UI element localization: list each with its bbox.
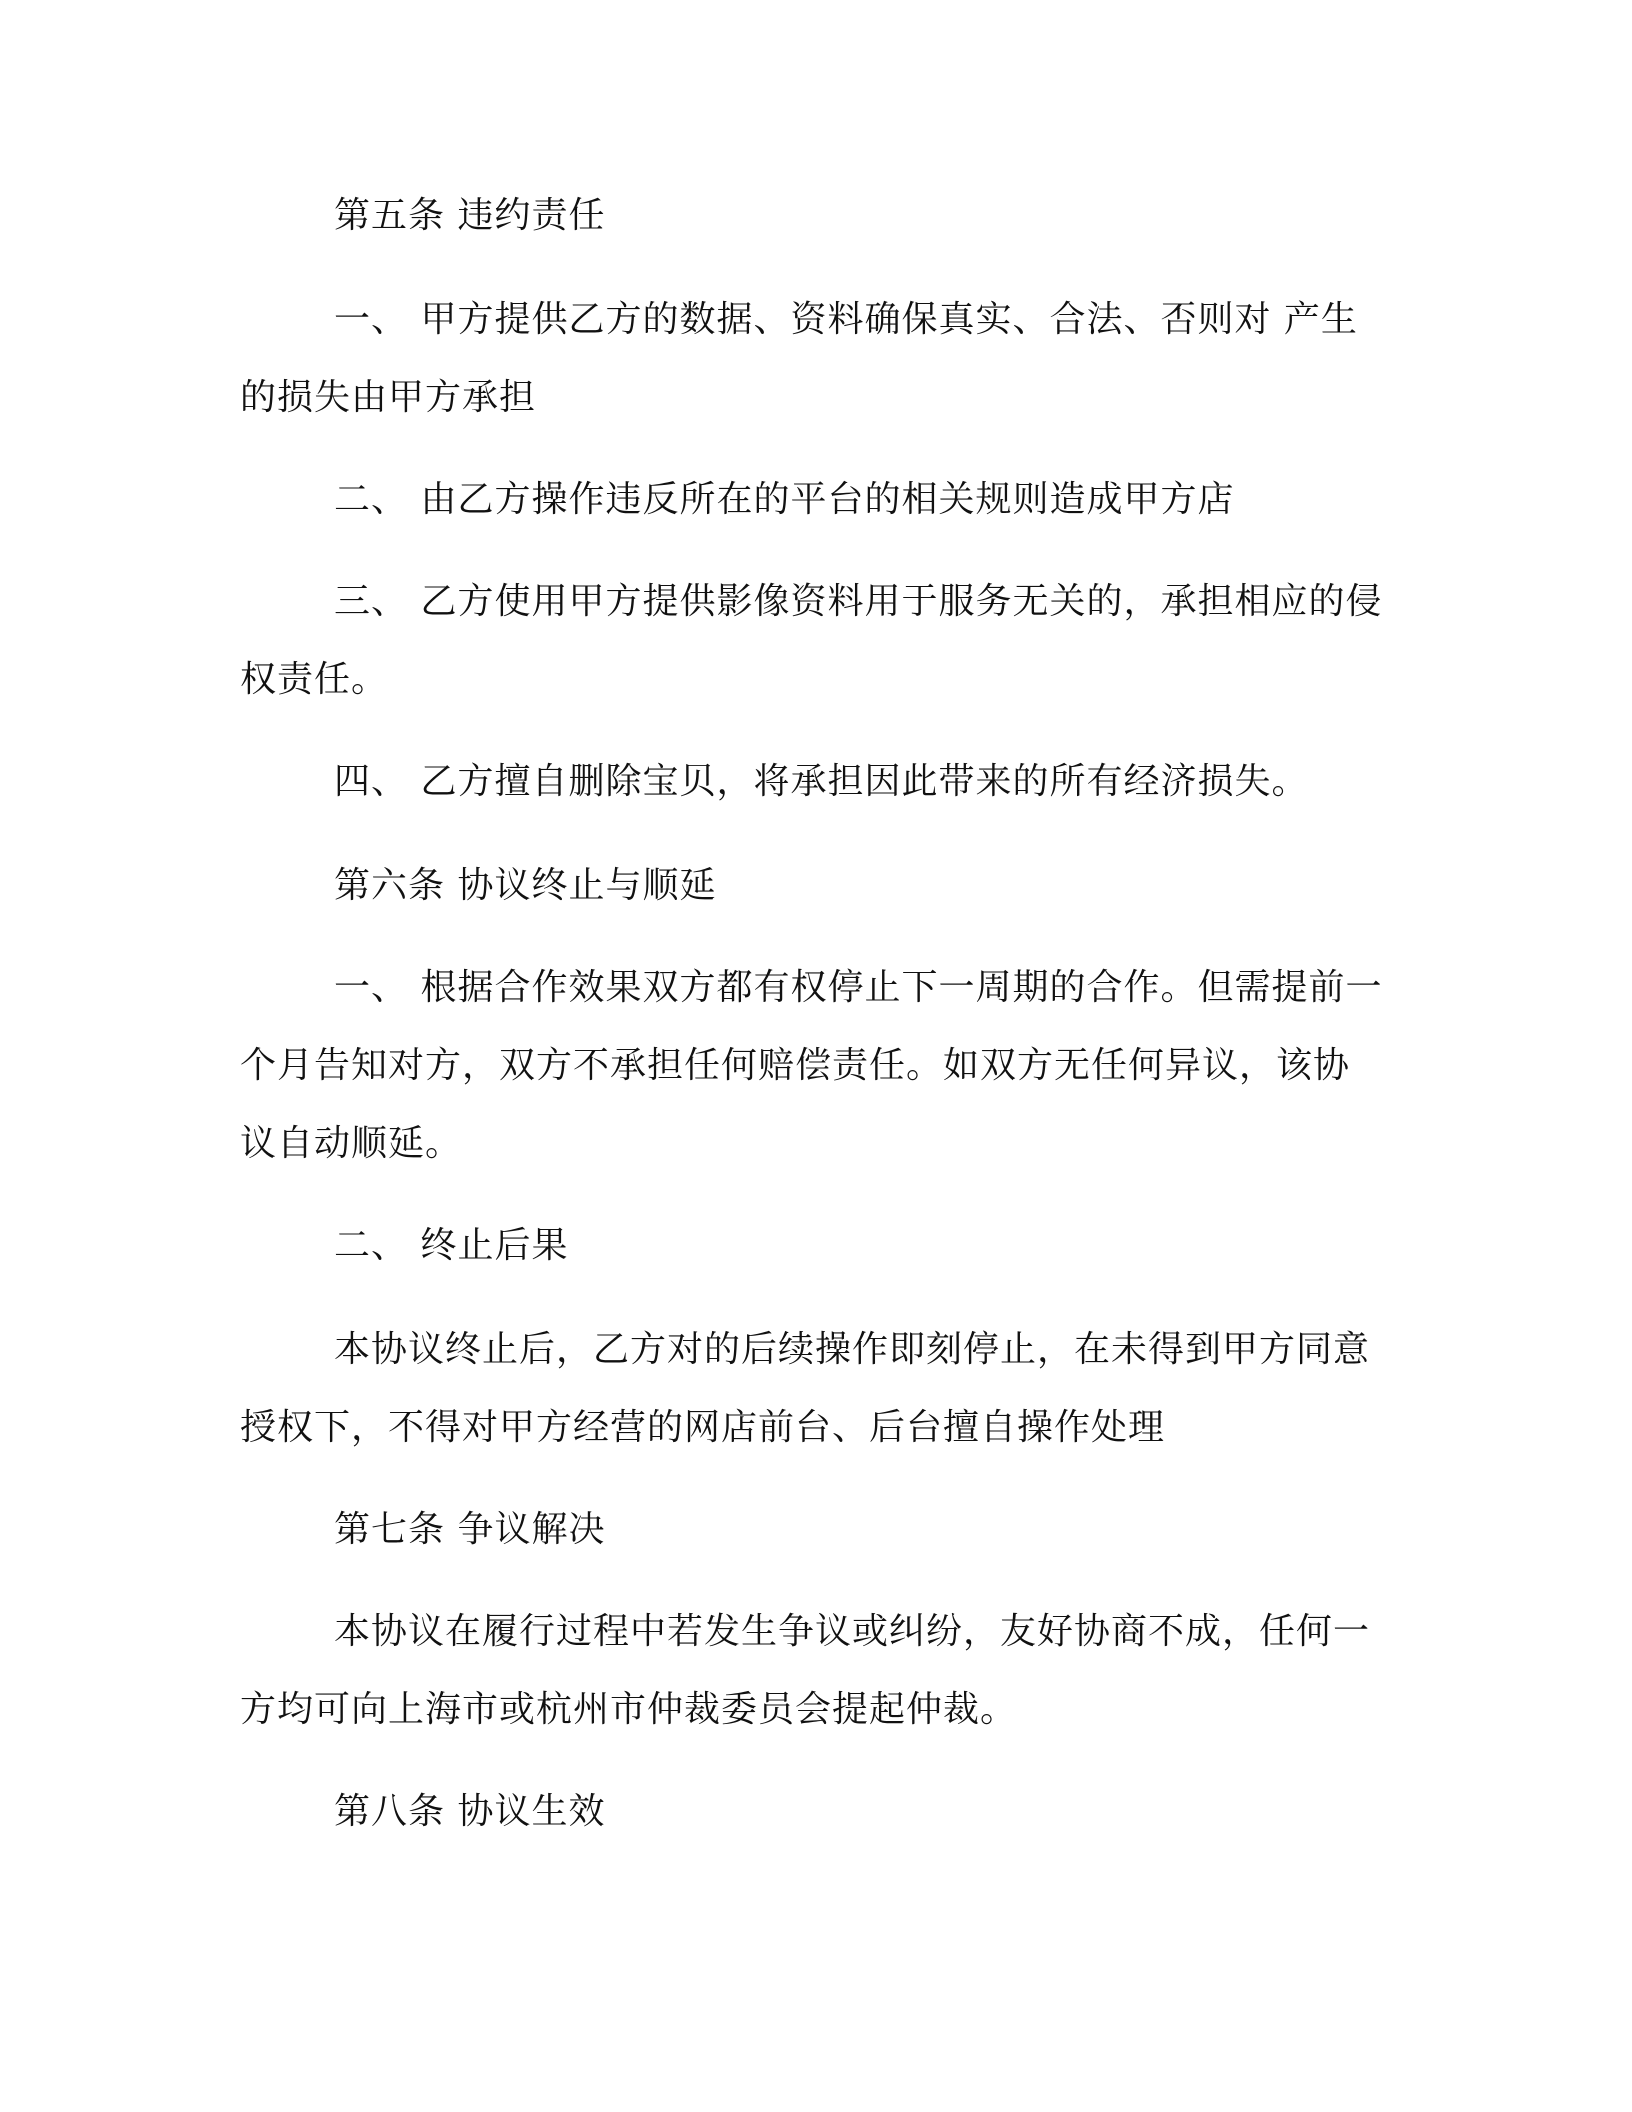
section-5-item-1-line-2: 的损失由甲方承担: [240, 377, 537, 418]
section-5-heading: 第五条 违约责任: [334, 195, 606, 236]
section-5-item-2: 二、 由乙方操作违反所在的平台的相关规则造成甲方店: [334, 479, 1235, 520]
section-5-item-4: 四、 乙方擅自删除宝贝，将承担因此带来的所有经济损失。: [334, 761, 1309, 802]
section-6-item-1-line-1: 一、 根据合作效果双方都有权停止下一周期的合作。但需提前一: [334, 967, 1383, 1008]
section-7-paragraph-line-2: 方均可向上海市或杭州市仲裁委员会提起仲裁。: [240, 1689, 1018, 1730]
section-5-item-1-line-1: 一、 甲方提供乙方的数据、资料确保真实、合法、否则对 产生: [334, 299, 1358, 340]
section-6-paragraph-line-1: 本协议终止后，乙方对的后续操作即刻停止，在未得到甲方同意: [334, 1329, 1371, 1370]
section-6-item-2: 二、 终止后果: [334, 1225, 569, 1266]
section-8-heading: 第八条 协议生效: [334, 1791, 606, 1832]
section-5-item-3-line-2: 权责任。: [240, 659, 389, 700]
section-7-heading: 第七条 争议解决: [334, 1509, 606, 1550]
section-6-item-1-line-2: 个月告知对方，双方不承担任何赔偿责任。如双方无任何异议，该协: [240, 1045, 1351, 1086]
section-6-heading: 第六条 协议终止与顺延: [334, 865, 717, 906]
section-5-item-3-line-1: 三、 乙方使用甲方提供影像资料用于服务无关的，承担相应的侵: [334, 581, 1383, 622]
section-7-paragraph-line-1: 本协议在履行过程中若发生争议或纠纷，友好协商不成，任何一: [334, 1611, 1371, 1652]
section-6-paragraph-line-2: 授权下，不得对甲方经营的网店前台、后台擅自操作处理: [240, 1407, 1166, 1448]
section-6-item-1-line-3: 议自动顺延。: [240, 1123, 463, 1164]
